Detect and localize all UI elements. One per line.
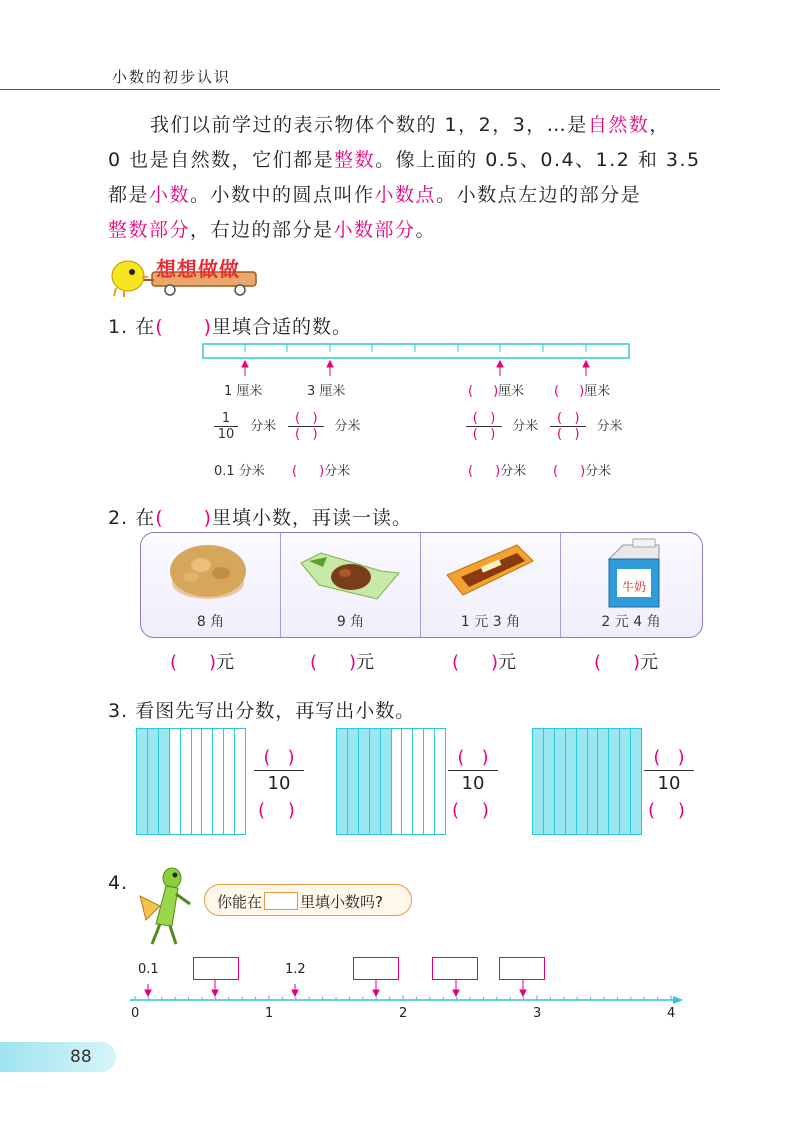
intro-text: 都是 bbox=[108, 184, 150, 206]
q3-fraction-2: ( ) 10 bbox=[448, 747, 498, 794]
candy-icon bbox=[281, 533, 421, 613]
term-integer-part: 整数部分 bbox=[108, 219, 191, 241]
q3-decimal-3: ( ) bbox=[648, 800, 685, 821]
bubble-inline-box bbox=[264, 892, 298, 910]
q2-answer-1: ( )元 bbox=[170, 652, 235, 673]
q3-decimal-1: ( ) bbox=[258, 800, 295, 821]
item-biscuit bbox=[421, 533, 561, 637]
q1-number: 1. bbox=[108, 316, 129, 338]
nl-axis-label: 1 bbox=[265, 1006, 274, 1021]
q3-title bbox=[108, 696, 415, 723]
section-badge-label: 想想做做 bbox=[156, 257, 240, 281]
q1-text-post: 里填合适的数。 bbox=[212, 316, 353, 338]
page-number: 88 bbox=[70, 1047, 92, 1067]
term-decimal: 小数 bbox=[149, 184, 191, 206]
intro-text: ，右边的部分是 bbox=[190, 219, 334, 241]
bread-icon bbox=[141, 533, 281, 613]
q2-number: 2. bbox=[108, 507, 129, 529]
intro-text: ， bbox=[649, 114, 670, 136]
q2-items-panel bbox=[140, 532, 703, 638]
header-rule bbox=[0, 89, 720, 90]
nl-blank-box[interactable] bbox=[193, 957, 239, 980]
q4-number-line bbox=[125, 980, 690, 1008]
q2-answer-2: ( )元 bbox=[310, 652, 375, 673]
q2-answer-4: ( )元 bbox=[594, 652, 659, 673]
nl-mark-0.1: 0.1 bbox=[138, 962, 159, 977]
q1-paren-open: ( bbox=[155, 316, 164, 338]
q1-text-pre: 在 bbox=[135, 316, 156, 338]
term-natural-number: 自然数 bbox=[587, 114, 650, 136]
q1-ruler bbox=[200, 340, 632, 380]
ruler-label-1cm: 1 厘米 bbox=[224, 384, 263, 399]
q3-grid-2 bbox=[336, 728, 446, 835]
term-decimal-point: 小数点 bbox=[374, 184, 437, 206]
nl-blank-box[interactable] bbox=[432, 957, 478, 980]
nl-axis-label: 4 bbox=[667, 1006, 676, 1021]
ruler-blank-cm: ( )厘米 bbox=[468, 384, 525, 399]
ruler-blank-dm: ( )分米 bbox=[468, 464, 527, 479]
q3-text: 看图先写出分数，再写出小数。 bbox=[135, 700, 416, 722]
grasshopper-icon bbox=[132, 864, 196, 948]
q3-grid-1 bbox=[136, 728, 246, 835]
q4-speech-bubble bbox=[204, 884, 412, 916]
item-price: 2 元 4 角 bbox=[601, 614, 661, 630]
ruler-blank-dm: ( )分米 bbox=[292, 464, 351, 479]
term-decimal-part: 小数部分 bbox=[333, 219, 416, 241]
ruler-blank-cm: ( )厘米 bbox=[554, 384, 611, 399]
q2-title bbox=[108, 503, 412, 530]
intro-text: 。小数点左边的部分是 bbox=[436, 184, 642, 206]
q2-answer-3: ( )元 bbox=[452, 652, 517, 673]
item-bread bbox=[141, 533, 281, 637]
q1-title bbox=[108, 312, 352, 339]
biscuit-icon bbox=[421, 533, 561, 613]
q3-number: 3. bbox=[108, 700, 129, 722]
ruler-fraction-tenth: $\frac{1}{10}$ 分米 $\frac{( )}{( )}$ 分米 bbox=[214, 411, 360, 442]
ruler-blank-dm: ( )分米 bbox=[553, 464, 612, 479]
nl-axis-label: 0 bbox=[131, 1006, 140, 1021]
q3-fraction-3: ( ) 10 bbox=[644, 747, 694, 794]
q3-fraction-1: ( ) 10 bbox=[254, 747, 304, 794]
nl-axis-label: 2 bbox=[399, 1006, 408, 1021]
nl-mark-1.2: 1.2 bbox=[285, 962, 306, 977]
ruler-label-3cm: 3 厘米 bbox=[307, 384, 346, 399]
nl-blank-box[interactable] bbox=[499, 957, 545, 980]
item-price: 8 角 bbox=[196, 614, 225, 630]
q2-text-post: 里填小数，再读一读。 bbox=[212, 507, 413, 529]
ruler-label-0.1dm: 0.1 分米 bbox=[214, 464, 265, 479]
intro-paragraph bbox=[108, 108, 708, 248]
bubble-text-pre: 你能在 bbox=[217, 893, 263, 911]
intro-text: 。 bbox=[415, 219, 437, 241]
milk-brand-text: 牛奶 bbox=[621, 580, 647, 594]
page-number-tab bbox=[0, 1042, 116, 1072]
q3-decimal-2: ( ) bbox=[452, 800, 489, 821]
q2-paren-close: ) bbox=[203, 507, 213, 529]
q1-paren-close: ) bbox=[203, 316, 213, 338]
item-price: 1 元 3 角 bbox=[460, 614, 521, 630]
item-candy bbox=[281, 533, 421, 637]
q3-grid-3 bbox=[532, 728, 642, 835]
intro-text: 。像上面的 0.5、0.4、1.2 和 3.5 bbox=[375, 149, 701, 171]
q4-number: 4. bbox=[108, 872, 129, 894]
intro-text: 0 也是自然数，它们都是 bbox=[108, 149, 335, 171]
nl-blank-box[interactable] bbox=[353, 957, 399, 980]
milk-carton-icon bbox=[561, 533, 701, 613]
intro-text: 我们以前学过的表示物体个数的 1，2，3，…是 bbox=[150, 114, 588, 136]
bubble-text-post: 里填小数吗? bbox=[300, 893, 383, 911]
ruler-fraction-blank: $\frac{( )}{( )}$ 分米 $\frac{( )}{( )}$ 分米 bbox=[466, 411, 622, 442]
item-price: 9 角 bbox=[336, 614, 365, 630]
term-integer: 整数 bbox=[334, 149, 376, 171]
q2-text-pre: 在 bbox=[135, 507, 156, 529]
q2-paren-open: ( bbox=[155, 507, 164, 529]
nl-axis-label: 3 bbox=[533, 1006, 542, 1021]
intro-text: 。小数中的圆点叫作 bbox=[190, 184, 375, 206]
page-header-title: 小数的初步认识 bbox=[112, 68, 232, 86]
item-milk bbox=[561, 533, 701, 637]
